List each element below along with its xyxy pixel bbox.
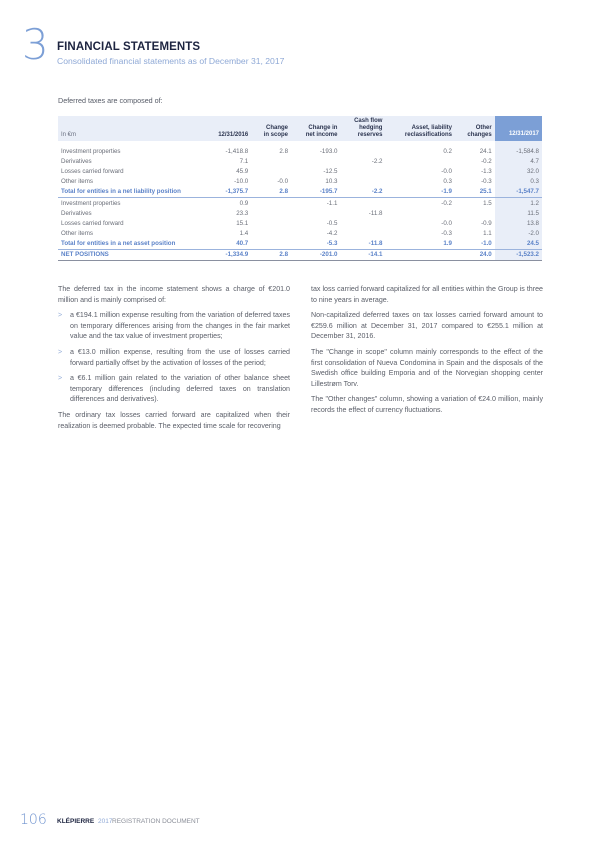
table-cell xyxy=(251,239,291,250)
table-cell: 11.5 xyxy=(495,208,542,218)
table-header-row xyxy=(58,116,542,141)
table-cell: -195.7 xyxy=(291,187,340,198)
table-cell xyxy=(251,166,291,176)
bullet-text: a €194.1 million expense resulting from the variation of deferred taxes on temporary differences arising from the changes in the fair market value and the tax value of investment properties; xyxy=(70,311,290,341)
column-header xyxy=(204,116,251,141)
table-net-row xyxy=(58,249,542,260)
column-header-line: reclassifications xyxy=(404,132,452,138)
table-cell: 4.7 xyxy=(495,156,542,166)
table-cell: 10.3 xyxy=(325,178,338,186)
paragraph: The deferred tax in the income statement shows a charge of €201.0 million and is mainly comprised of: xyxy=(58,285,290,304)
table-cell: 45.9 xyxy=(236,167,249,175)
right-text-column xyxy=(311,284,543,421)
table-cell xyxy=(340,166,385,176)
column-header-line: reserves xyxy=(357,132,383,138)
bullet-item xyxy=(58,347,290,368)
table-cell xyxy=(340,146,385,156)
table-cell: -0.0 xyxy=(277,178,289,186)
row-label: NET POSITIONS xyxy=(58,249,204,260)
table-cell: -1.0 xyxy=(455,239,495,250)
bullet-marker-icon: > xyxy=(58,347,63,356)
table-row xyxy=(58,197,542,208)
table-cell: 1.9 xyxy=(385,239,455,250)
column-header-line: net income xyxy=(305,132,338,138)
column-header xyxy=(385,116,455,141)
table-cell: 7.1 xyxy=(239,157,249,165)
table-cell: 1.4 xyxy=(239,230,249,238)
table-cell xyxy=(291,208,340,218)
table-cell: -5.3 xyxy=(291,239,340,250)
column-header xyxy=(291,116,340,141)
row-label: Derivatives xyxy=(61,157,92,165)
table-cell xyxy=(340,218,385,228)
row-label: Losses carried forward xyxy=(61,167,124,175)
table-cell: -1,523.2 xyxy=(495,249,542,260)
table-cell xyxy=(251,156,291,166)
table-cell: -10.0 xyxy=(234,178,249,186)
column-header-line: in scope xyxy=(263,132,289,138)
column-header-line: Change xyxy=(266,125,289,131)
column-header xyxy=(455,116,495,141)
table-cell xyxy=(251,197,291,208)
table-row xyxy=(58,166,542,176)
row-label: Other items xyxy=(61,178,93,186)
table-cell xyxy=(291,156,340,166)
page-number: 106 xyxy=(20,812,47,828)
table-cell: 0.9 xyxy=(239,199,249,207)
table-intro: Deferred taxes are composed of: xyxy=(58,96,163,105)
table-cell xyxy=(385,156,455,166)
table-cell: 1.2 xyxy=(495,197,542,208)
table-cell xyxy=(455,208,495,218)
table-cell: -1,375.7 xyxy=(204,187,251,198)
table-cell: -0.3 xyxy=(481,178,492,186)
bullet-marker-icon: > xyxy=(58,374,63,383)
table-total-row xyxy=(58,187,542,198)
row-label: Other items xyxy=(61,230,93,238)
column-header-line: 12/31/2016 xyxy=(218,132,249,138)
table-cell: -0.5 xyxy=(326,219,338,227)
table-cell: -1.3 xyxy=(481,167,492,175)
table-cell: -1.1 xyxy=(326,199,338,207)
column-header-line: Other xyxy=(475,125,492,131)
table-cell: 2.8 xyxy=(251,187,291,198)
bullet-marker-icon: > xyxy=(58,311,63,320)
table-cell xyxy=(340,229,385,239)
table-cell: -12.5 xyxy=(323,167,338,175)
column-header xyxy=(495,116,542,141)
table-cell: -1.9 xyxy=(385,187,455,198)
table-cell: -2.2 xyxy=(371,157,383,165)
table-cell: -0.2 xyxy=(441,199,452,207)
table-cell: 0.3 xyxy=(443,178,452,186)
table-cell: -1,334.9 xyxy=(204,249,251,260)
table-cell: 0.2 xyxy=(443,147,452,155)
row-label: Investment properties xyxy=(61,147,121,155)
table-cell: -193.0 xyxy=(319,147,338,155)
table-cell: -2.0 xyxy=(495,229,542,239)
column-header xyxy=(58,116,204,141)
table-total-row xyxy=(58,239,542,250)
chapter-title: FINANCIAL STATEMENTS xyxy=(57,41,201,53)
footer-brand: KLÉPIERRE xyxy=(57,818,95,825)
table-cell: -0.0 xyxy=(441,167,452,175)
row-label: Total for entities in a net asset position xyxy=(58,239,204,250)
paragraph: The ordinary tax losses carried forward are capitalized when their realization is deemed probable. The expected time scale for recovering xyxy=(58,410,290,430)
column-header-line: changes xyxy=(467,132,492,138)
table-cell: 32.0 xyxy=(495,166,542,176)
table-cell: 13.8 xyxy=(495,218,542,228)
table-cell: 25.1 xyxy=(455,187,495,198)
left-text-column xyxy=(58,284,290,436)
table-cell xyxy=(385,249,455,260)
column-header-line: Change in xyxy=(308,125,338,131)
table-cell: -0.3 xyxy=(441,230,452,238)
column-header-line: In €m xyxy=(61,132,77,138)
table-cell: 1.5 xyxy=(483,199,492,207)
bullet-text: a €13.0 million expense, resulting from the use of losses carried forward partially offset by the activation of losses of the period; xyxy=(70,347,290,367)
table-cell: -2.2 xyxy=(340,187,385,198)
table-cell xyxy=(340,177,385,187)
table-row xyxy=(58,146,542,156)
paragraph: tax loss carried forward capitalized for all entities within the Group is three to nine years in average. xyxy=(311,285,543,304)
table-cell: 2.8 xyxy=(251,249,291,260)
table-cell xyxy=(385,208,455,218)
footer-year: 2017 xyxy=(98,818,113,825)
table-cell xyxy=(251,218,291,228)
column-header-line: hedging xyxy=(359,125,383,131)
bullet-item xyxy=(58,310,290,342)
table-cell: -1,547.7 xyxy=(495,187,542,198)
column-header-line: Asset, liability xyxy=(411,125,452,131)
table-cell: -1,418.8 xyxy=(225,147,249,155)
table-cell: -1,584.8 xyxy=(495,146,542,156)
table-cell: 24.0 xyxy=(455,249,495,260)
paragraph: The "Other changes" column, showing a variation of €24.0 million, mainly records the effect of currency fluctuations. xyxy=(311,395,543,414)
table-cell: 24.5 xyxy=(495,239,542,250)
table-cell: 1.1 xyxy=(483,230,492,238)
table-cell: -11.8 xyxy=(368,209,383,217)
chapter-number: 3 xyxy=(22,20,49,69)
table-cell: -0.9 xyxy=(481,219,492,227)
row-label: Derivatives xyxy=(61,209,92,217)
table-row xyxy=(58,208,542,218)
table-cell xyxy=(251,208,291,218)
paragraph: Non-capitalized deferred taxes on tax losses carried forward amount to €259.6 million at December 31, 2017 compared to €255.1 million at December 31, 2016. xyxy=(311,311,543,341)
row-label: Losses carried forward xyxy=(61,219,124,227)
table-row xyxy=(58,229,542,239)
table-row xyxy=(58,218,542,228)
table-cell: -14.1 xyxy=(340,249,385,260)
table-cell: 0.3 xyxy=(495,177,542,187)
row-label: Investment properties xyxy=(61,199,121,207)
chapter-subtitle: Consolidated financial statements as of December 31, 2017 xyxy=(57,56,285,66)
table-cell: 24.1 xyxy=(479,147,492,155)
paragraph: The "Change in scope" column mainly corresponds to the effect of the first consolidation of Nueva Condomina in Spain and the disposals of the Swedish office building Emporia and of the Norvegian shopping center Lillestrøm Torv. xyxy=(311,347,543,388)
table-cell xyxy=(251,229,291,239)
table-cell: 40.7 xyxy=(204,239,251,250)
table-cell: 2.8 xyxy=(279,147,289,155)
table-cell: 23.3 xyxy=(236,209,249,217)
column-header-line: Cash flow xyxy=(354,118,383,124)
table-cell xyxy=(340,197,385,208)
deferred-taxes-table xyxy=(58,116,542,261)
table-row xyxy=(58,156,542,166)
footer-doc-title: REGISTRATION DOCUMENT xyxy=(112,818,200,825)
column-header xyxy=(340,116,385,141)
column-header-line: 12/31/2017 xyxy=(508,131,539,137)
table-row xyxy=(58,177,542,187)
column-header xyxy=(251,116,291,141)
table-cell: 15.1 xyxy=(236,219,249,227)
table-cell: -11.8 xyxy=(340,239,385,250)
row-label: Total for entities in a net liability position xyxy=(58,187,204,198)
table-cell: -4.2 xyxy=(326,230,338,238)
table-cell: -0.0 xyxy=(441,219,452,227)
bullet-item xyxy=(58,373,290,405)
table-cell: -201.0 xyxy=(291,249,340,260)
bullet-text: a €6.1 million gain related to the variation of other balance sheet temporary differences (including deferred taxes on translation differences and derivatives). xyxy=(70,374,290,404)
table-cell: -0.2 xyxy=(481,157,492,165)
